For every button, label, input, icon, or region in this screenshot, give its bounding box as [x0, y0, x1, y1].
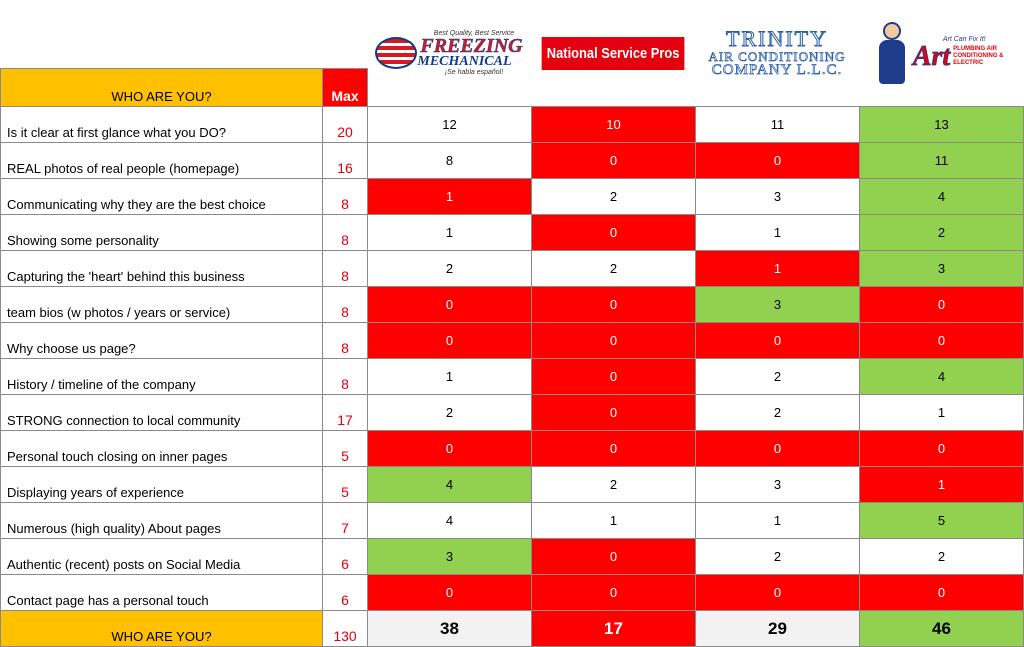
- table-row: [1, 431, 1024, 467]
- score-cell: 0: [860, 323, 1024, 359]
- score-cell: 0: [368, 431, 532, 467]
- header-row: [1, 69, 1024, 107]
- criterion-max: 8: [323, 323, 368, 359]
- trinity-line1: TRINITY: [726, 26, 828, 51]
- score-cell: 10: [532, 107, 696, 143]
- score-cell: 1: [368, 215, 532, 251]
- criterion-max: 17: [323, 395, 368, 431]
- score-cell: 0: [860, 287, 1024, 323]
- score-cell: 3: [696, 287, 860, 323]
- trinity-line2: AIR CONDITIONING: [708, 49, 846, 64]
- criterion-label: Displaying years of experience: [1, 467, 323, 503]
- footer-title: WHO ARE YOU?: [1, 611, 323, 647]
- criterion-max: 5: [323, 431, 368, 467]
- score-cell: 2: [696, 539, 860, 575]
- table-row: [1, 359, 1024, 395]
- table-row: [1, 287, 1024, 323]
- criterion-label: Capturing the 'heart' behind this business: [1, 251, 323, 287]
- criterion-max: 8: [323, 215, 368, 251]
- score-cell: 8: [368, 143, 532, 179]
- score-cell: 11: [696, 107, 860, 143]
- score-cell: 0: [532, 395, 696, 431]
- total-cell: 38: [368, 611, 532, 647]
- criterion-max: 8: [323, 359, 368, 395]
- score-cell: 2: [532, 467, 696, 503]
- art-services: PLUMBING AIR CONDITIONING & ELECTRIC: [953, 46, 1004, 66]
- score-cell: 2: [368, 251, 532, 287]
- criterion-max: 8: [323, 251, 368, 287]
- score-cell: 0: [532, 323, 696, 359]
- score-cell: 3: [696, 467, 860, 503]
- score-cell: 3: [368, 539, 532, 575]
- score-cell: 2: [860, 215, 1024, 251]
- score-cell: 0: [368, 323, 532, 359]
- criterion-label: REAL photos of real people (homepage): [1, 143, 323, 179]
- score-cell: 2: [532, 179, 696, 215]
- score-cell: 0: [532, 539, 696, 575]
- criterion-max: 16: [323, 143, 368, 179]
- total-row: [1, 611, 1024, 647]
- score-cell: 4: [860, 179, 1024, 215]
- criterion-label: History / timeline of the company: [1, 359, 323, 395]
- total-cell: 46: [860, 611, 1024, 647]
- table-row: [1, 251, 1024, 287]
- score-cell: 2: [860, 539, 1024, 575]
- header-title: WHO ARE YOU?: [1, 69, 323, 107]
- footer-max-total: 130: [323, 611, 368, 647]
- art-tagline: Art Can Fix It!: [942, 35, 986, 43]
- score-cell: 1: [860, 467, 1024, 503]
- total-cell: 17: [532, 611, 696, 647]
- score-cell: 13: [860, 107, 1024, 143]
- criterion-max: 8: [323, 179, 368, 215]
- score-cell: 0: [532, 431, 696, 467]
- total-cell: 29: [696, 611, 860, 647]
- header-blank: [368, 69, 1024, 107]
- score-cell: 4: [368, 467, 532, 503]
- art-brand: Art: [912, 40, 951, 72]
- criterion-label: Communicating why they are the best choice: [1, 179, 323, 215]
- score-cell: 0: [532, 287, 696, 323]
- globe-icon: [375, 37, 417, 69]
- table-row: [1, 107, 1024, 143]
- freezing-tagline: Best Quality, Best Service: [433, 30, 515, 37]
- score-cell: 12: [368, 107, 532, 143]
- score-cell: 2: [368, 395, 532, 431]
- score-cell: 3: [696, 179, 860, 215]
- score-cell: 1: [368, 359, 532, 395]
- criterion-max: 6: [323, 539, 368, 575]
- table-row: [1, 503, 1024, 539]
- criterion-max: 5: [323, 467, 368, 503]
- score-cell: 1: [860, 395, 1024, 431]
- score-cell: 4: [368, 503, 532, 539]
- trinity-line3: COMPANY L.L.C.: [711, 62, 843, 78]
- national-service-pros-wordmark: National Service Pros: [542, 37, 685, 70]
- criterion-label: Personal touch closing on inner pages: [1, 431, 323, 467]
- table-row: [1, 395, 1024, 431]
- score-cell: 11: [860, 143, 1024, 179]
- score-cell: 1: [696, 503, 860, 539]
- score-cell: 0: [532, 359, 696, 395]
- score-cell: 0: [696, 143, 860, 179]
- table-row: [1, 575, 1024, 611]
- score-cell: 0: [532, 215, 696, 251]
- score-cell: 0: [368, 287, 532, 323]
- table-row: [1, 143, 1024, 179]
- criterion-label: Numerous (high quality) About pages: [1, 503, 323, 539]
- table-row: [1, 215, 1024, 251]
- mechanical-word: MECHANICAL: [417, 54, 512, 69]
- score-table: [0, 68, 1024, 647]
- criterion-max: 8: [323, 287, 368, 323]
- score-cell: 0: [696, 431, 860, 467]
- criterion-max: 6: [323, 575, 368, 611]
- criterion-label: Is it clear at first glance what you DO?: [1, 107, 323, 143]
- criterion-label: Showing some personality: [1, 215, 323, 251]
- score-cell: 1: [532, 503, 696, 539]
- score-cell: 1: [368, 179, 532, 215]
- criterion-label: Contact page has a personal touch: [1, 575, 323, 611]
- score-cell: 1: [696, 251, 860, 287]
- header-max: Max: [323, 69, 368, 107]
- freezing-subline: ¡Se habla español!: [444, 69, 504, 76]
- freezing-word: FREEZING: [420, 35, 523, 57]
- table-row: [1, 467, 1024, 503]
- criterion-label: team bios (w photos / years or service): [1, 287, 323, 323]
- criterion-max: 7: [323, 503, 368, 539]
- table-row: [1, 539, 1024, 575]
- criterion-label: STRONG connection to local community: [1, 395, 323, 431]
- score-cell: 3: [860, 251, 1024, 287]
- score-cell: 2: [696, 359, 860, 395]
- criterion-label: Authentic (recent) posts on Social Media: [1, 539, 323, 575]
- score-cell: 2: [532, 251, 696, 287]
- score-cell: 0: [696, 323, 860, 359]
- table-row: [1, 323, 1024, 359]
- score-cell: 0: [532, 143, 696, 179]
- score-cell: 0: [860, 575, 1024, 611]
- criterion-label: Why choose us page?: [1, 323, 323, 359]
- table-row: [1, 179, 1024, 215]
- score-cell: 4: [860, 359, 1024, 395]
- criterion-max: 20: [323, 107, 368, 143]
- score-cell: 2: [696, 395, 860, 431]
- score-cell: 5: [860, 503, 1024, 539]
- score-cell: 0: [368, 575, 532, 611]
- score-cell: 0: [696, 575, 860, 611]
- score-cell: 0: [860, 431, 1024, 467]
- score-cell: 1: [696, 215, 860, 251]
- score-cell: 0: [532, 575, 696, 611]
